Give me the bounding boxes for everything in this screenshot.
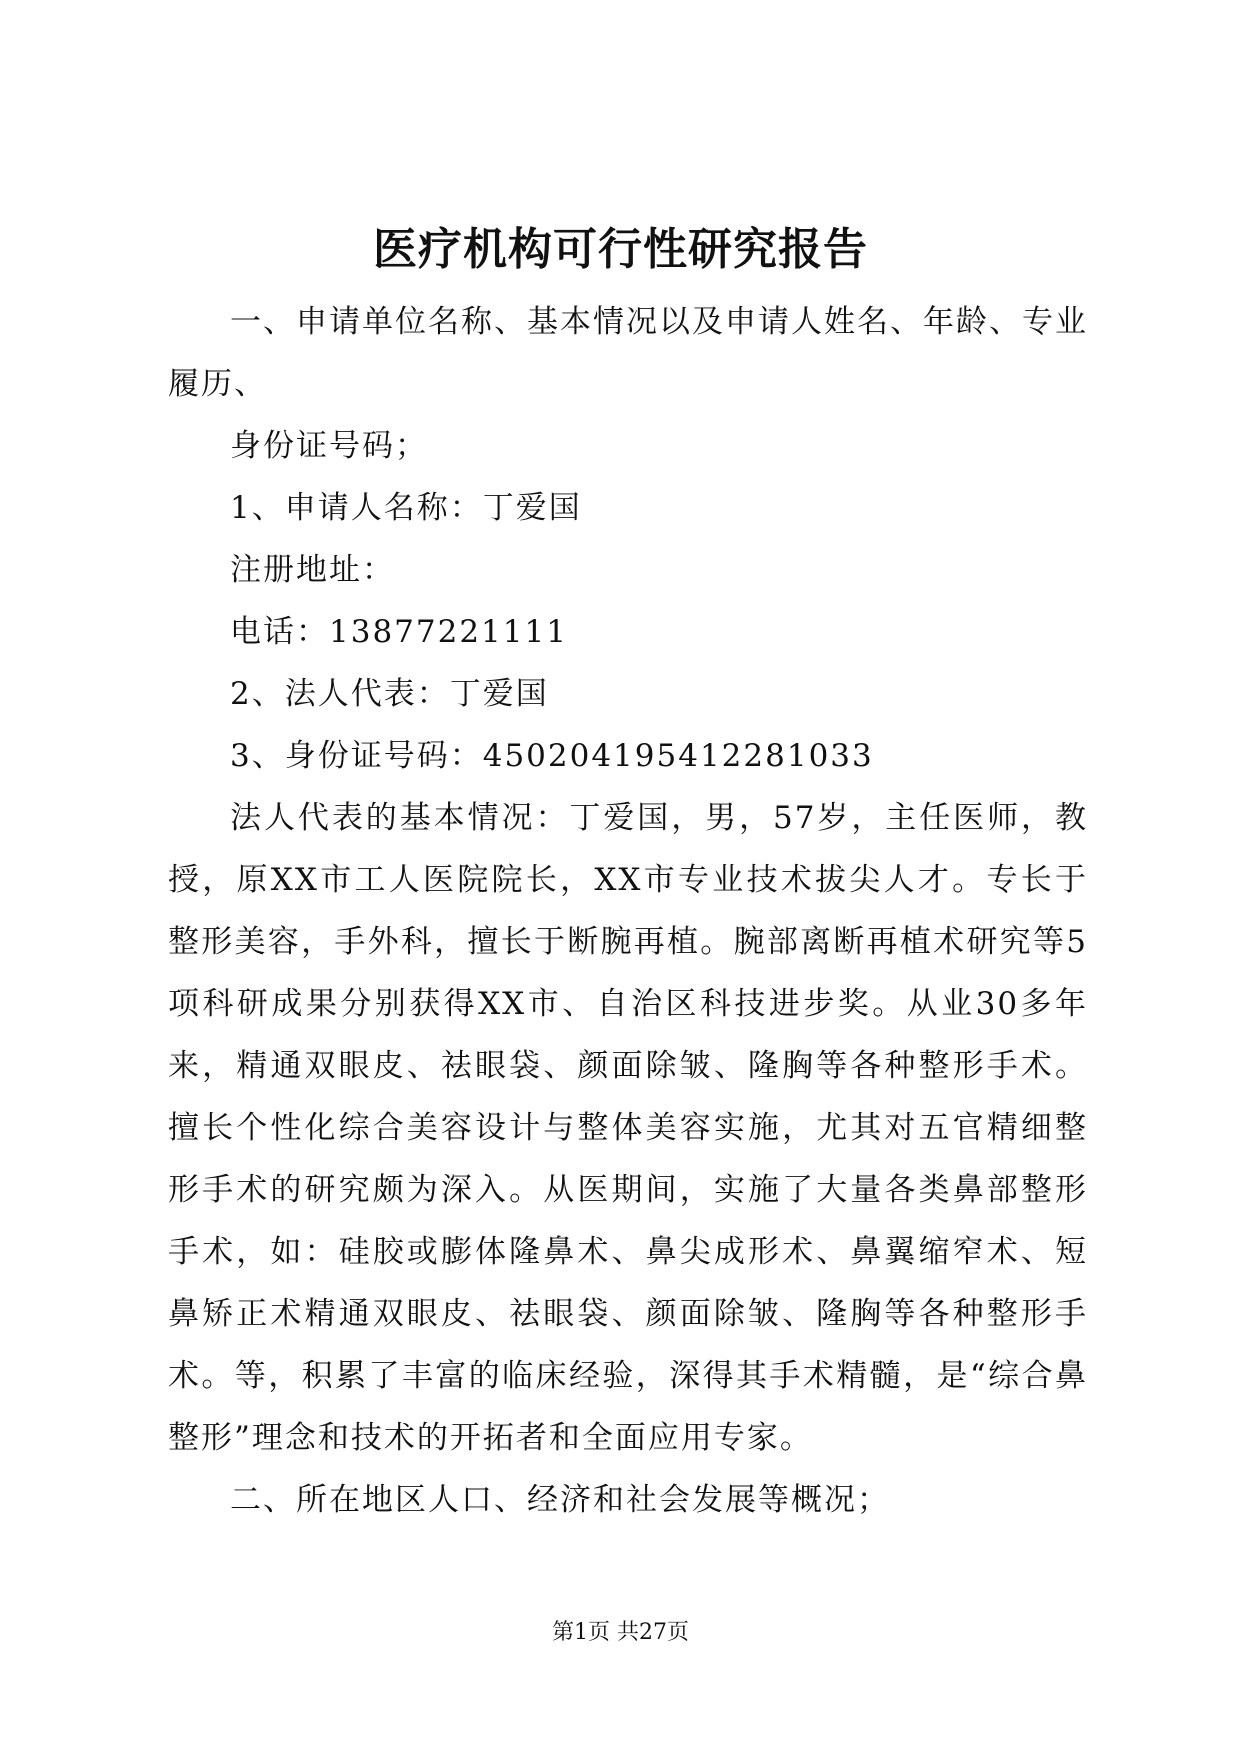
paragraph-id-number-heading: 身份证号码； bbox=[230, 428, 428, 464]
paragraph-section-two-heading: 二、所在地区人口、经济和社会发展等概况； bbox=[230, 1482, 890, 1518]
paragraph-id-number: 3、身份证号码：450204195412281033 bbox=[230, 738, 874, 774]
paragraph-legal-representative: 2、法人代表：丁爱国 bbox=[230, 676, 549, 712]
page-number-footer: 第1页 共27页 bbox=[552, 1620, 689, 1645]
paragraph-registered-address: 注册地址： bbox=[230, 552, 395, 588]
document-body bbox=[168, 291, 1088, 1531]
paragraph-applicant-name: 1、申请人名称：丁爱国 bbox=[230, 490, 582, 526]
paragraph-section-one-heading: 一、申请单位名称、基本情况以及申请人姓名、年龄、专业履历、 bbox=[168, 304, 1088, 402]
paragraph-phone: 电话：13877221111 bbox=[230, 614, 568, 650]
paragraph-representative-background: 法人代表的基本情况：丁爱国，男，57岁，主任医师，教授，原XX市工人医院院长，XX市专业技术拔尖人才。专长于整形美容，手外科，擅长于断腕再植。腕部离断再植术研究等5项科研成果分别获得XX市、自治区科技进步奖。从业30多年来，精通双眼皮、祛眼袋、颜面除皱、隆胸等各种整形手术。擅长个性化综合美容设计与整体美容实施，尤其对五官精细整形手术的研究颇为深入。从医期间，实施了大量各类鼻部整形手术，如：硅胶或膨体隆鼻术、鼻尖成形术、鼻翼缩窄术、短鼻矫正术精通双眼皮、祛眼袋、颜面除皱、隆胸等各种整形手术。等，积累了丰富的临床经验，深得其手术精髓，是“综合鼻整形”理念和技术的开拓者和全面应用专家。 bbox=[168, 800, 1088, 1456]
document-title: 医疗机构可行性研究报告 bbox=[373, 224, 868, 275]
